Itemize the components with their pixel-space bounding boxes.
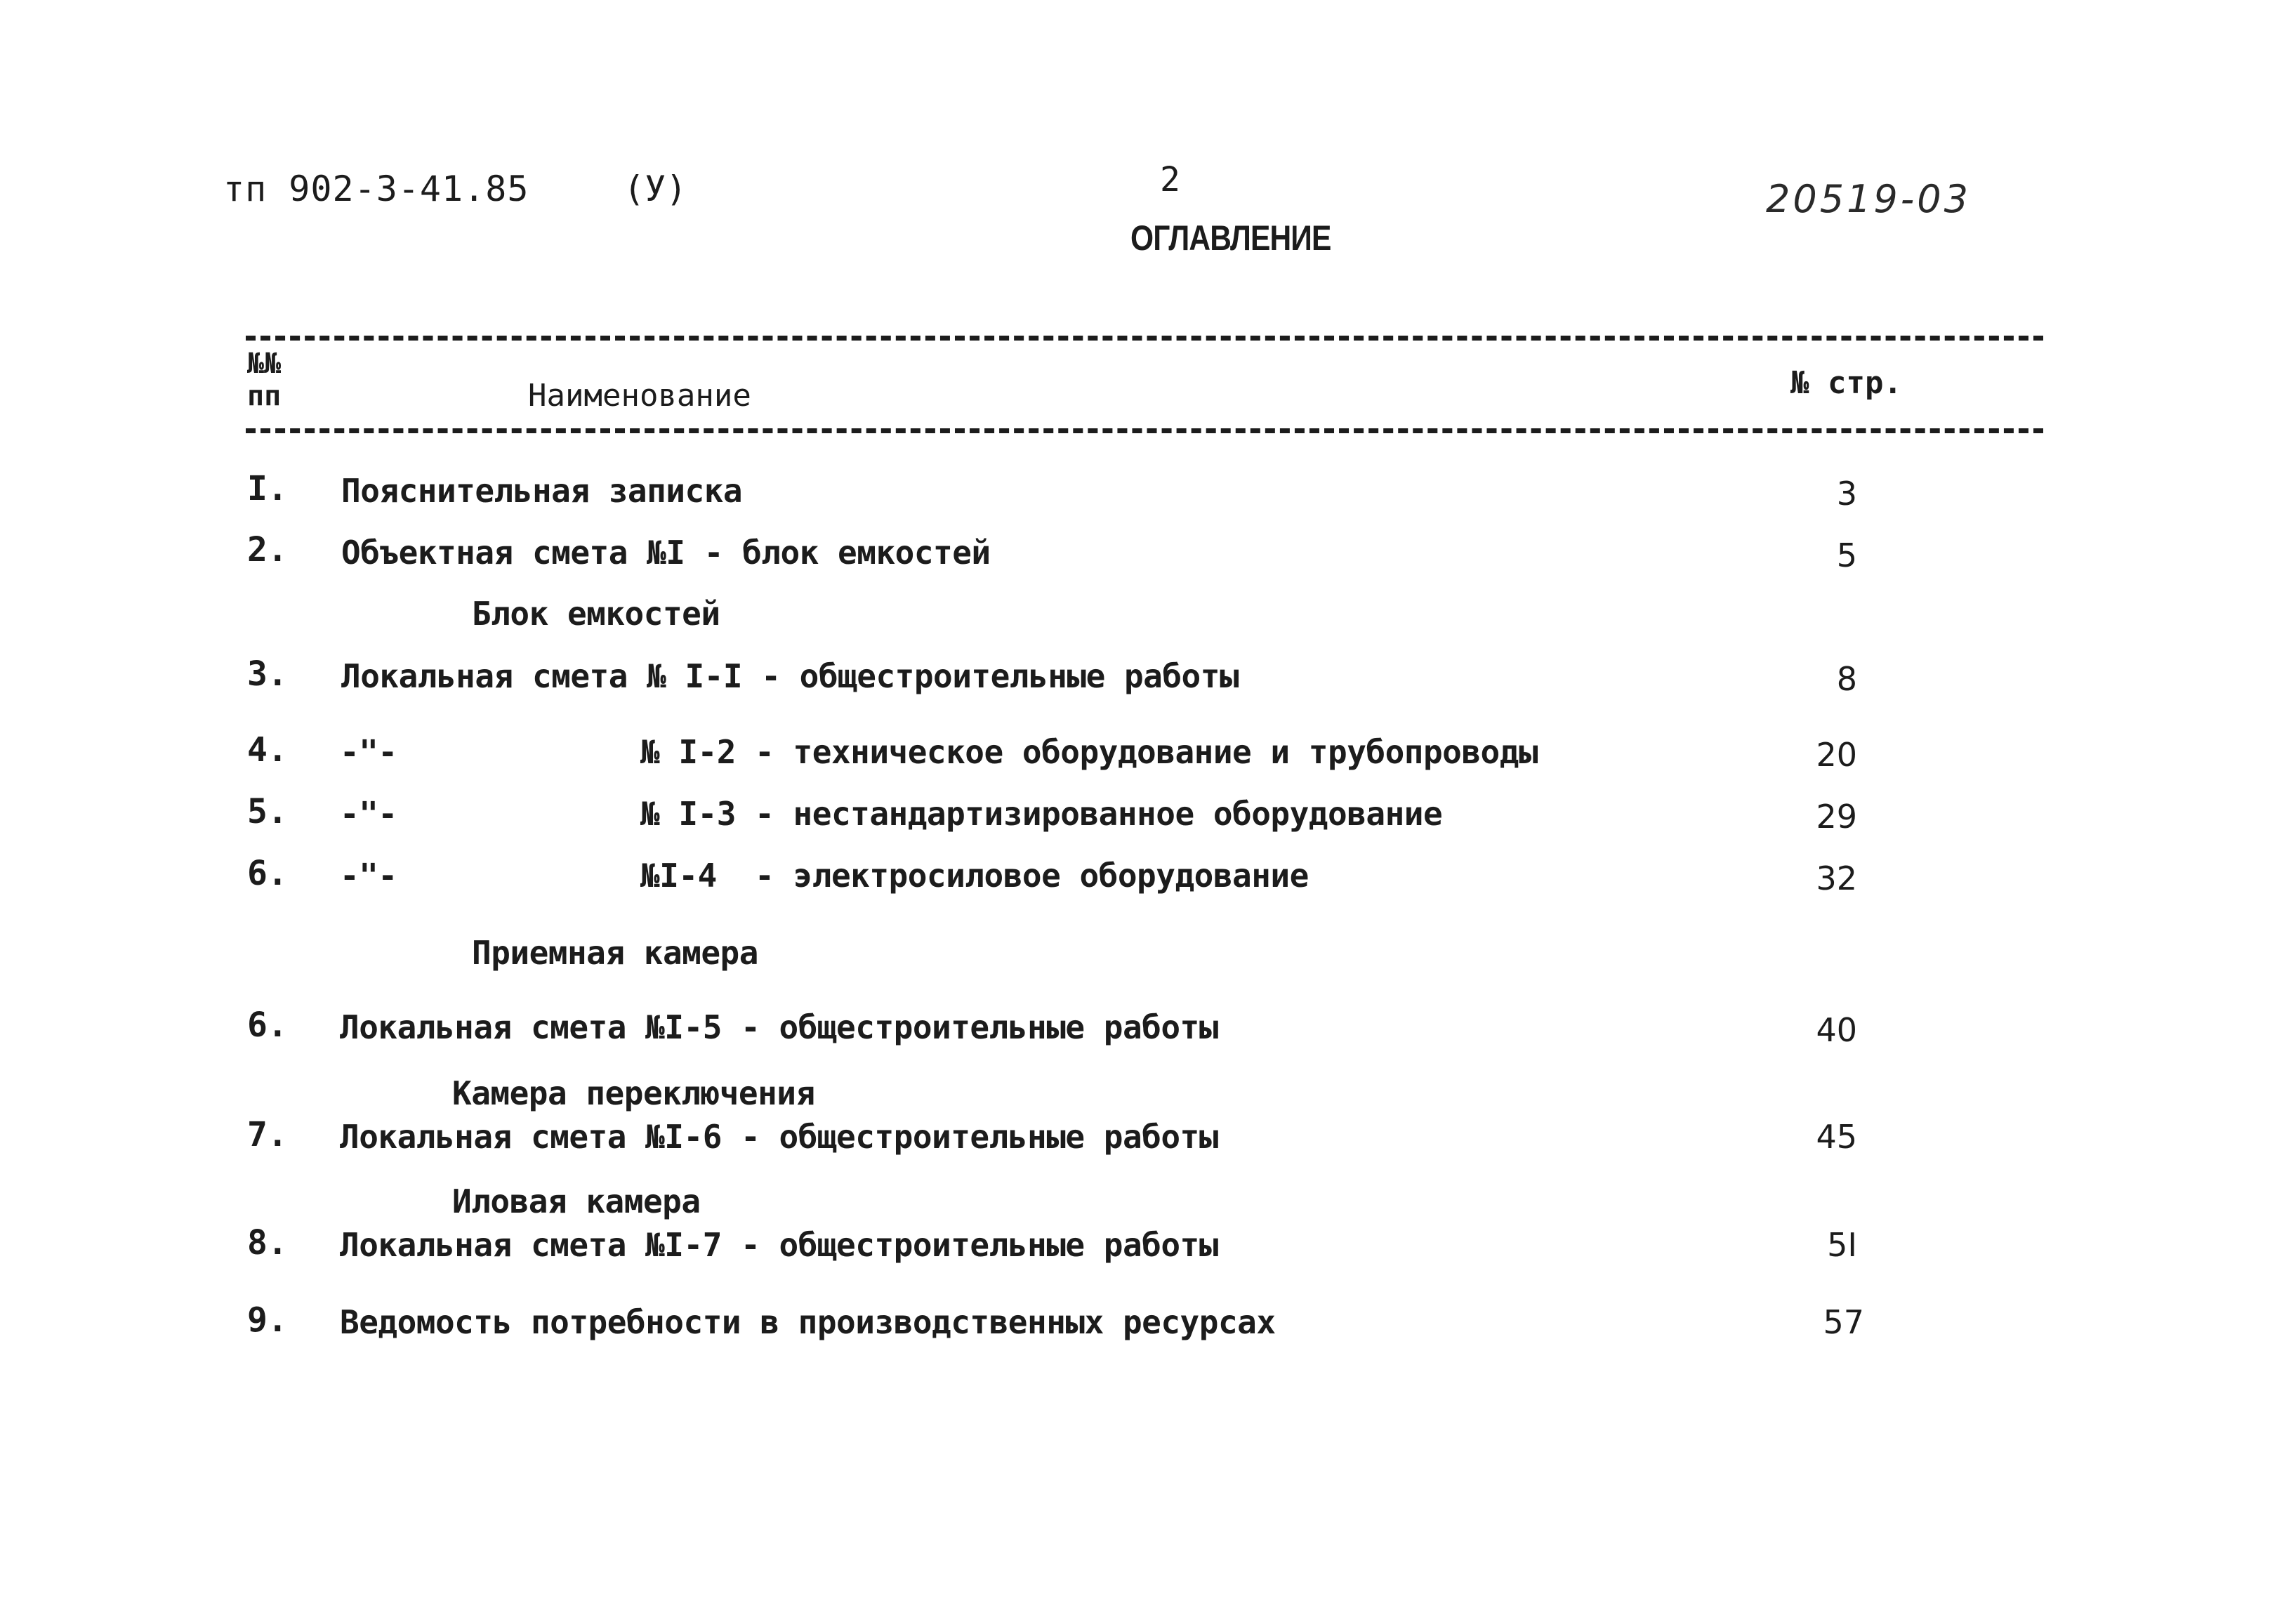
toc-page: 3 bbox=[1836, 475, 1857, 513]
toc-page: 20 bbox=[1816, 736, 1857, 774]
toc-page: 40 bbox=[1816, 1011, 1857, 1049]
toc-title: № I-2 - техническое оборудование и трубопроводы bbox=[640, 733, 1538, 771]
table-top-rule bbox=[246, 336, 2043, 341]
table-header-rule bbox=[246, 428, 2043, 433]
toc-section-heading: Приемная камера bbox=[472, 934, 758, 972]
archive-id: 20519-03 bbox=[1766, 177, 1971, 221]
toc-page: 5 bbox=[1836, 536, 1857, 574]
column-header-name: Наименование bbox=[528, 378, 751, 414]
toc-title: № I-3 - нестандартизированное оборудование bbox=[640, 795, 1443, 833]
toc-section-heading: Иловая камера bbox=[452, 1182, 701, 1220]
page-number: 2 bbox=[1160, 160, 1180, 199]
toc-number: 7. bbox=[247, 1115, 288, 1154]
toc-title: Пояснительная записка bbox=[341, 472, 743, 510]
toc-section-heading: Блок емкостей bbox=[472, 595, 720, 633]
toc-number: 8. bbox=[247, 1223, 288, 1262]
toc-title: Ведомость потребности в производственных ресурсах bbox=[340, 1303, 1276, 1341]
toc-page: 45 bbox=[1816, 1118, 1857, 1156]
toc-title: Локальная смета № I-I - общестроительные работы bbox=[341, 657, 1239, 695]
toc-page: 29 bbox=[1816, 798, 1857, 836]
toc-section-heading: Камера переключения bbox=[452, 1074, 815, 1112]
toc-title: Локальная смета №I-5 - общестроительные работы bbox=[340, 1008, 1218, 1046]
toc-title: Объектная смета №I - блок емкостей bbox=[341, 534, 991, 572]
column-header-page: № стр. bbox=[1790, 365, 1902, 401]
toc-title: Локальная смета №I-6 - общестроительные работы bbox=[340, 1118, 1218, 1156]
toc-number: 5. bbox=[247, 792, 288, 831]
toc-title: Локальная смета №I-7 - общестроительные работы bbox=[340, 1226, 1218, 1264]
column-header-number: №№ пп bbox=[247, 348, 282, 412]
toc-title: №I-4 - электросиловое оборудование bbox=[640, 857, 1309, 895]
toc-page: 5I bbox=[1827, 1226, 1857, 1264]
document-variant: (У) bbox=[624, 169, 687, 209]
toc-ditto: -"- bbox=[340, 795, 397, 833]
document-code: тп 902-3-41.85 bbox=[223, 169, 529, 209]
toc-page: 57 bbox=[1823, 1303, 1864, 1341]
toc-number: 9. bbox=[247, 1300, 288, 1340]
toc-number: 6. bbox=[247, 1005, 288, 1045]
toc-number: 4. bbox=[247, 730, 288, 770]
toc-number: 2. bbox=[247, 530, 288, 569]
page-title: ОГЛАВЛЕНИЕ bbox=[1130, 218, 1331, 258]
toc-number: 3. bbox=[247, 654, 288, 694]
toc-page: 8 bbox=[1836, 660, 1857, 698]
toc-ditto: -"- bbox=[340, 857, 397, 895]
toc-number: I. bbox=[247, 469, 288, 508]
toc-ditto: -"- bbox=[340, 733, 397, 771]
toc-page: 32 bbox=[1816, 859, 1857, 897]
toc-number: 6. bbox=[247, 854, 288, 893]
